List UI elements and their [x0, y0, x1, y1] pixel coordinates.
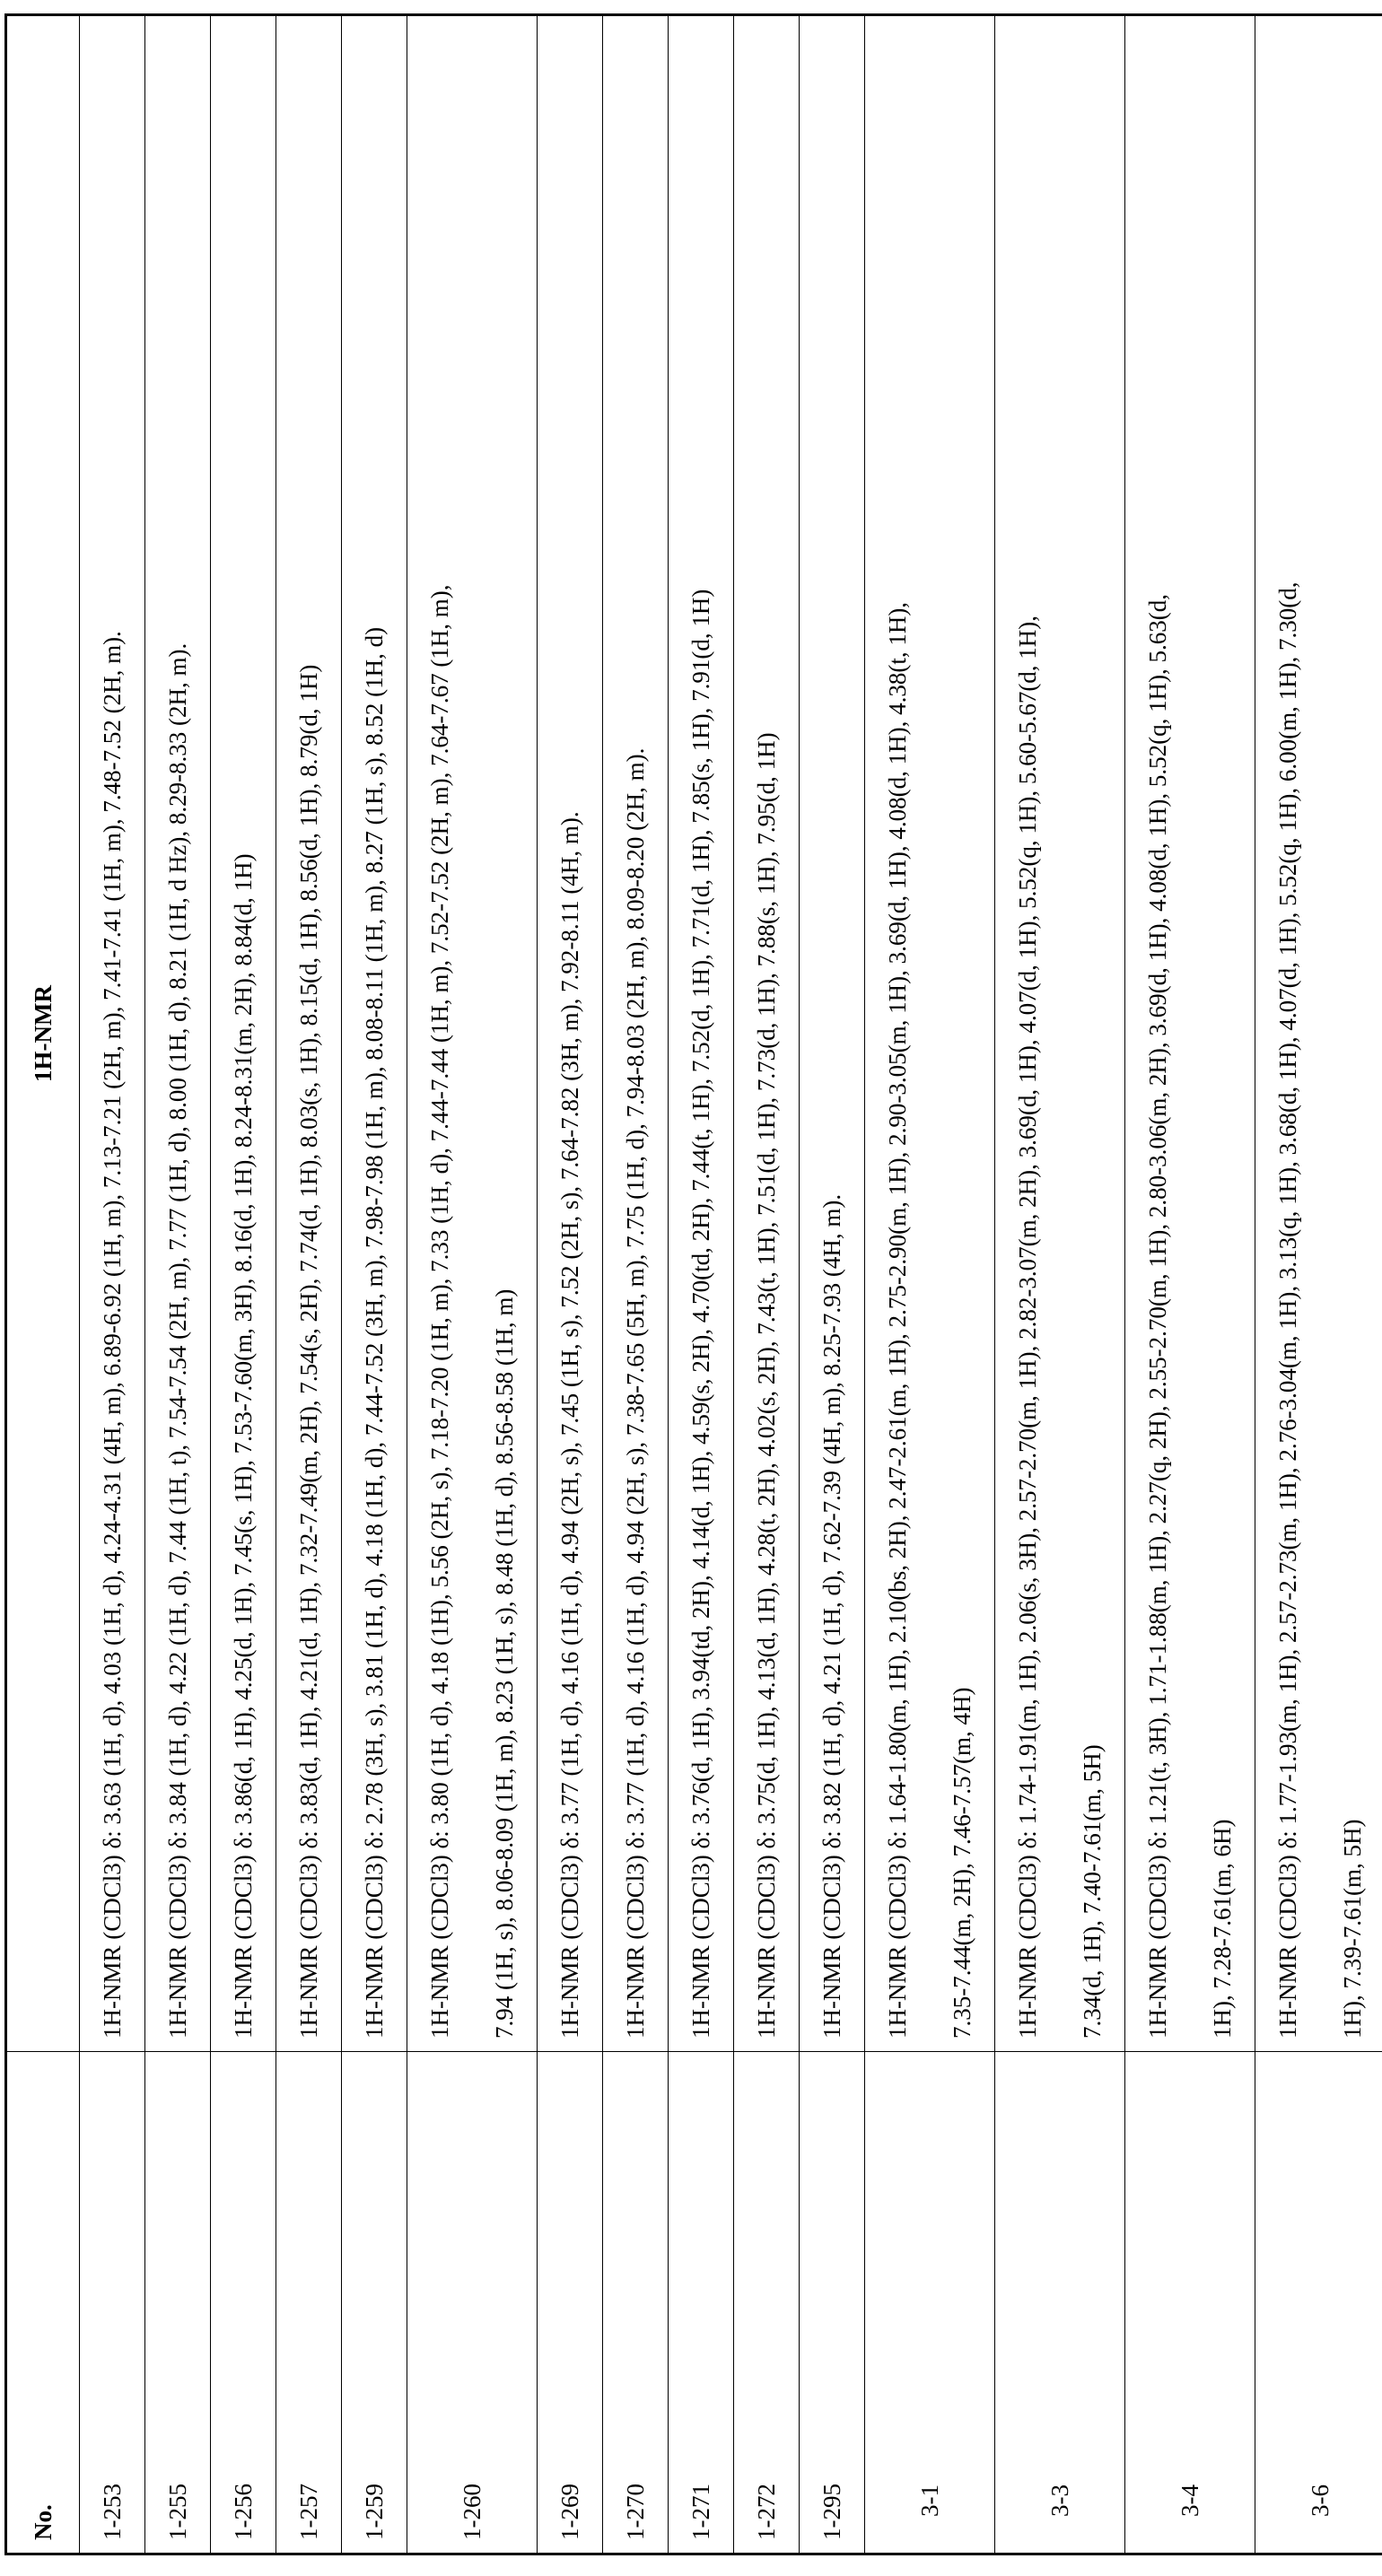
compound-number: 1-255	[145, 2052, 211, 2554]
table-row	[603, 15, 669, 2554]
nmr-value	[995, 15, 1125, 2052]
table-row	[538, 15, 603, 2554]
table-row	[865, 15, 995, 2554]
table-row	[342, 15, 407, 2554]
compound-number: 3-1	[865, 2052, 995, 2554]
nmr-line: 1H-NMR (CDCl3) δ: 2.78 (3H, s), 3.81 (1H, d), 4.18 (1H, d), 7.44-7.52 (3H, m), 7.98-7.98 (1H, m), 8.08-8.11 (1H, m), 8.27 (1H, s), 8.52 (1H, d)	[361, 626, 388, 2039]
compound-number: 3-3	[995, 2052, 1125, 2554]
compound-number: 1-272	[734, 2052, 800, 2554]
nmr-line: 1H-NMR (CDCl3) δ: 1.77-1.93(m, 1H), 2.57-2.73(m, 1H), 2.76-3.04(m, 1H), 3.13(q, 1H), 3.68(d, 1H), 4.07(d, 1H), 5.52(q, 1H), 6.00(m, 1H), 7.30(d,	[1274, 581, 1301, 2039]
nmr-line: 1H-NMR (CDCl3) δ: 1.21(t, 3H), 1.71-1.88(m, 1H), 2.27(q, 2H), 2.55-2.70(m, 1H), 2.80-3.06(m, 2H), 3.69(d, 1H), 4.08(d, 1H), 5.52(q, 1H), 5.63(d,	[1144, 593, 1171, 2039]
nmr-line: 1H), 7.28-7.61(m, 6H)	[1209, 1819, 1236, 2039]
nmr-value	[80, 15, 145, 2052]
nmr-value	[276, 15, 342, 2052]
nmr-line: 1H-NMR (CDCl3) δ: 3.76(d, 1H), 3.94(td, 2H), 4.14(d, 1H), 4.59(s, 2H), 4.70(td, 2H), 7.44(t, 1H), 7.52(d, 1H), 7.71(d, 1H), 7.85(s, 1H), 7.91(d, 1H)	[687, 589, 714, 2039]
nmr-value	[800, 15, 865, 2052]
table-header-row	[6, 15, 80, 2554]
nmr-line: 1H-NMR (CDCl3) δ: 3.82 (1H, d), 4.21 (1H, d), 7.62-7.39 (4H, m), 8.25-7.93 (4H, m).	[818, 1193, 845, 2039]
nmr-value	[603, 15, 669, 2052]
compound-number: 1-270	[603, 2052, 669, 2554]
compound-number: 1-259	[342, 2052, 407, 2554]
nmr-line: 1H-NMR (CDCl3) δ: 3.80 (1H, d), 4.18 (1H), 5.56 (2H, s), 7.18-7.20 (1H, m), 7.33 (1H, d), 7.44-7.44 (1H, m), 7.52-7.52 (2H, m), 7.64-7.67 (1H, m),	[426, 584, 453, 2039]
compound-number: 1-257	[276, 2052, 342, 2554]
nmr-line: 1H-NMR (CDCl3) δ: 3.86(d, 1H), 4.25(d, 1H), 7.45(s, 1H), 7.53-7.60(m, 3H), 8.16(d, 1H), 8.24-8.31(m, 2H), 8.84(d, 1H)	[230, 853, 257, 2039]
table-row	[211, 15, 276, 2554]
compound-number: 1-253	[80, 2052, 145, 2554]
nmr-line: 1H-NMR (CDCl3) δ: 1.64-1.80(m, 1H), 2.10(bs, 2H), 2.47-2.61(m, 1H), 2.75-2.90(m, 1H), 2.90-3.05(m, 1H), 3.69(d, 1H), 4.08(d, 1H), 4.38(t, 1H),	[884, 601, 911, 2039]
nmr-value	[145, 15, 211, 2052]
table-row	[407, 15, 538, 2554]
nmr-line: 7.35-7.44(m, 2H), 7.46-7.57(m, 4H)	[949, 1687, 975, 2039]
nmr-line: 7.94 (1H, s), 8.06-8.09 (1H, m), 8.23 (1H, s), 8.48 (1H, d), 8.56-8.58 (1H, m)	[491, 1288, 518, 2039]
nmr-line: 1H-NMR (CDCl3) δ: 3.77 (1H, d), 4.16 (1H, d), 4.94 (2H, s), 7.38-7.65 (5H, m), 7.75 (1H, d), 7.94-8.03 (2H, m), 8.09-8.20 (2H, m).	[622, 747, 649, 2039]
nmr-value	[669, 15, 734, 2052]
compound-number: 1-256	[211, 2052, 276, 2554]
nmr-line: 7.34(d, 1H), 7.40-7.61(m, 5H)	[1079, 1744, 1106, 2039]
column-header-no: No.	[6, 2052, 80, 2554]
table-row	[669, 15, 734, 2554]
column-header-1h-nmr: 1H-NMR	[6, 15, 80, 2052]
compound-number: 3-6	[1255, 2052, 1382, 2554]
nmr-line: 1H-NMR (CDCl3) δ: 3.77 (1H, d), 4.16 (1H, d), 4.94 (2H, s), 7.45 (1H, s), 7.52 (2H, s), 7.64-7.82 (3H, m), 7.92-8.11 (4H, m).	[556, 811, 583, 2039]
nmr-line: 1H-NMR (CDCl3) δ: 3.63 (1H, d), 4.03 (1H, d), 4.24-4.31 (4H, m), 6.89-6.92 (1H, m), 7.13-7.21 (2H, m), 7.41-7.41 (1H, m), 7.48-7.52 (2H, m).	[99, 631, 126, 2039]
nmr-value	[1125, 15, 1255, 2052]
table-row	[995, 15, 1125, 2554]
nmr-value	[734, 15, 800, 2052]
nmr-line: 1H-NMR (CDCl3) δ: 3.83(d, 1H), 4.21(d, 1H), 7.32-7.49(m, 2H), 7.54(s, 2H), 7.74(d, 1H), 8.03(s, 1H), 8.15(d, 1H), 8.56(d, 1H), 8.79(d, 1H)	[295, 664, 322, 2039]
compound-number: 1-260	[407, 2052, 538, 2554]
compound-number: 1-271	[669, 2052, 734, 2554]
nmr-value	[211, 15, 276, 2052]
table-row	[80, 15, 145, 2554]
nmr-line: 1H), 7.39-7.61(m, 5H)	[1339, 1819, 1366, 2039]
table-row	[1125, 15, 1255, 2554]
table-row	[145, 15, 211, 2554]
table-row	[734, 15, 800, 2554]
table-row	[1255, 15, 1382, 2554]
nmr-data-table	[4, 13, 1382, 2555]
nmr-value	[342, 15, 407, 2052]
compound-number: 1-269	[538, 2052, 603, 2554]
compound-number: 1-295	[800, 2052, 865, 2554]
nmr-value	[1255, 15, 1382, 2052]
nmr-value	[538, 15, 603, 2052]
nmr-line: 1H-NMR (CDCl3) δ: 3.84 (1H, d), 4.22 (1H, d), 7.44 (1H, t), 7.54-7.54 (2H, m), 7.77 (1H, d), 8.00 (1H, d), 8.21 (1H, d Hz), 8.29-8.33 (2H, m).	[164, 642, 191, 2039]
nmr-line: 1H-NMR (CDCl3) δ: 3.75(d, 1H), 4.13(d, 1H), 4.28(t, 2H), 4.02(s, 2H), 7.43(t, 1H), 7.51(d, 1H), 7.73(d, 1H), 7.88(s, 1H), 7.95(d, 1H)	[753, 732, 780, 2039]
nmr-value	[407, 15, 538, 2052]
compound-number: 3-4	[1125, 2052, 1255, 2554]
nmr-value	[865, 15, 995, 2052]
table-row	[800, 15, 865, 2554]
table-row	[276, 15, 342, 2554]
nmr-line: 1H-NMR (CDCl3) δ: 1.74-1.91(m, 1H), 2.06(s, 3H), 2.57-2.70(m, 1H), 2.82-3.07(m, 2H), 3.69(d, 1H), 4.07(d, 1H), 5.52(q, 1H), 5.60-5.67(d, 1H),	[1014, 615, 1041, 2039]
